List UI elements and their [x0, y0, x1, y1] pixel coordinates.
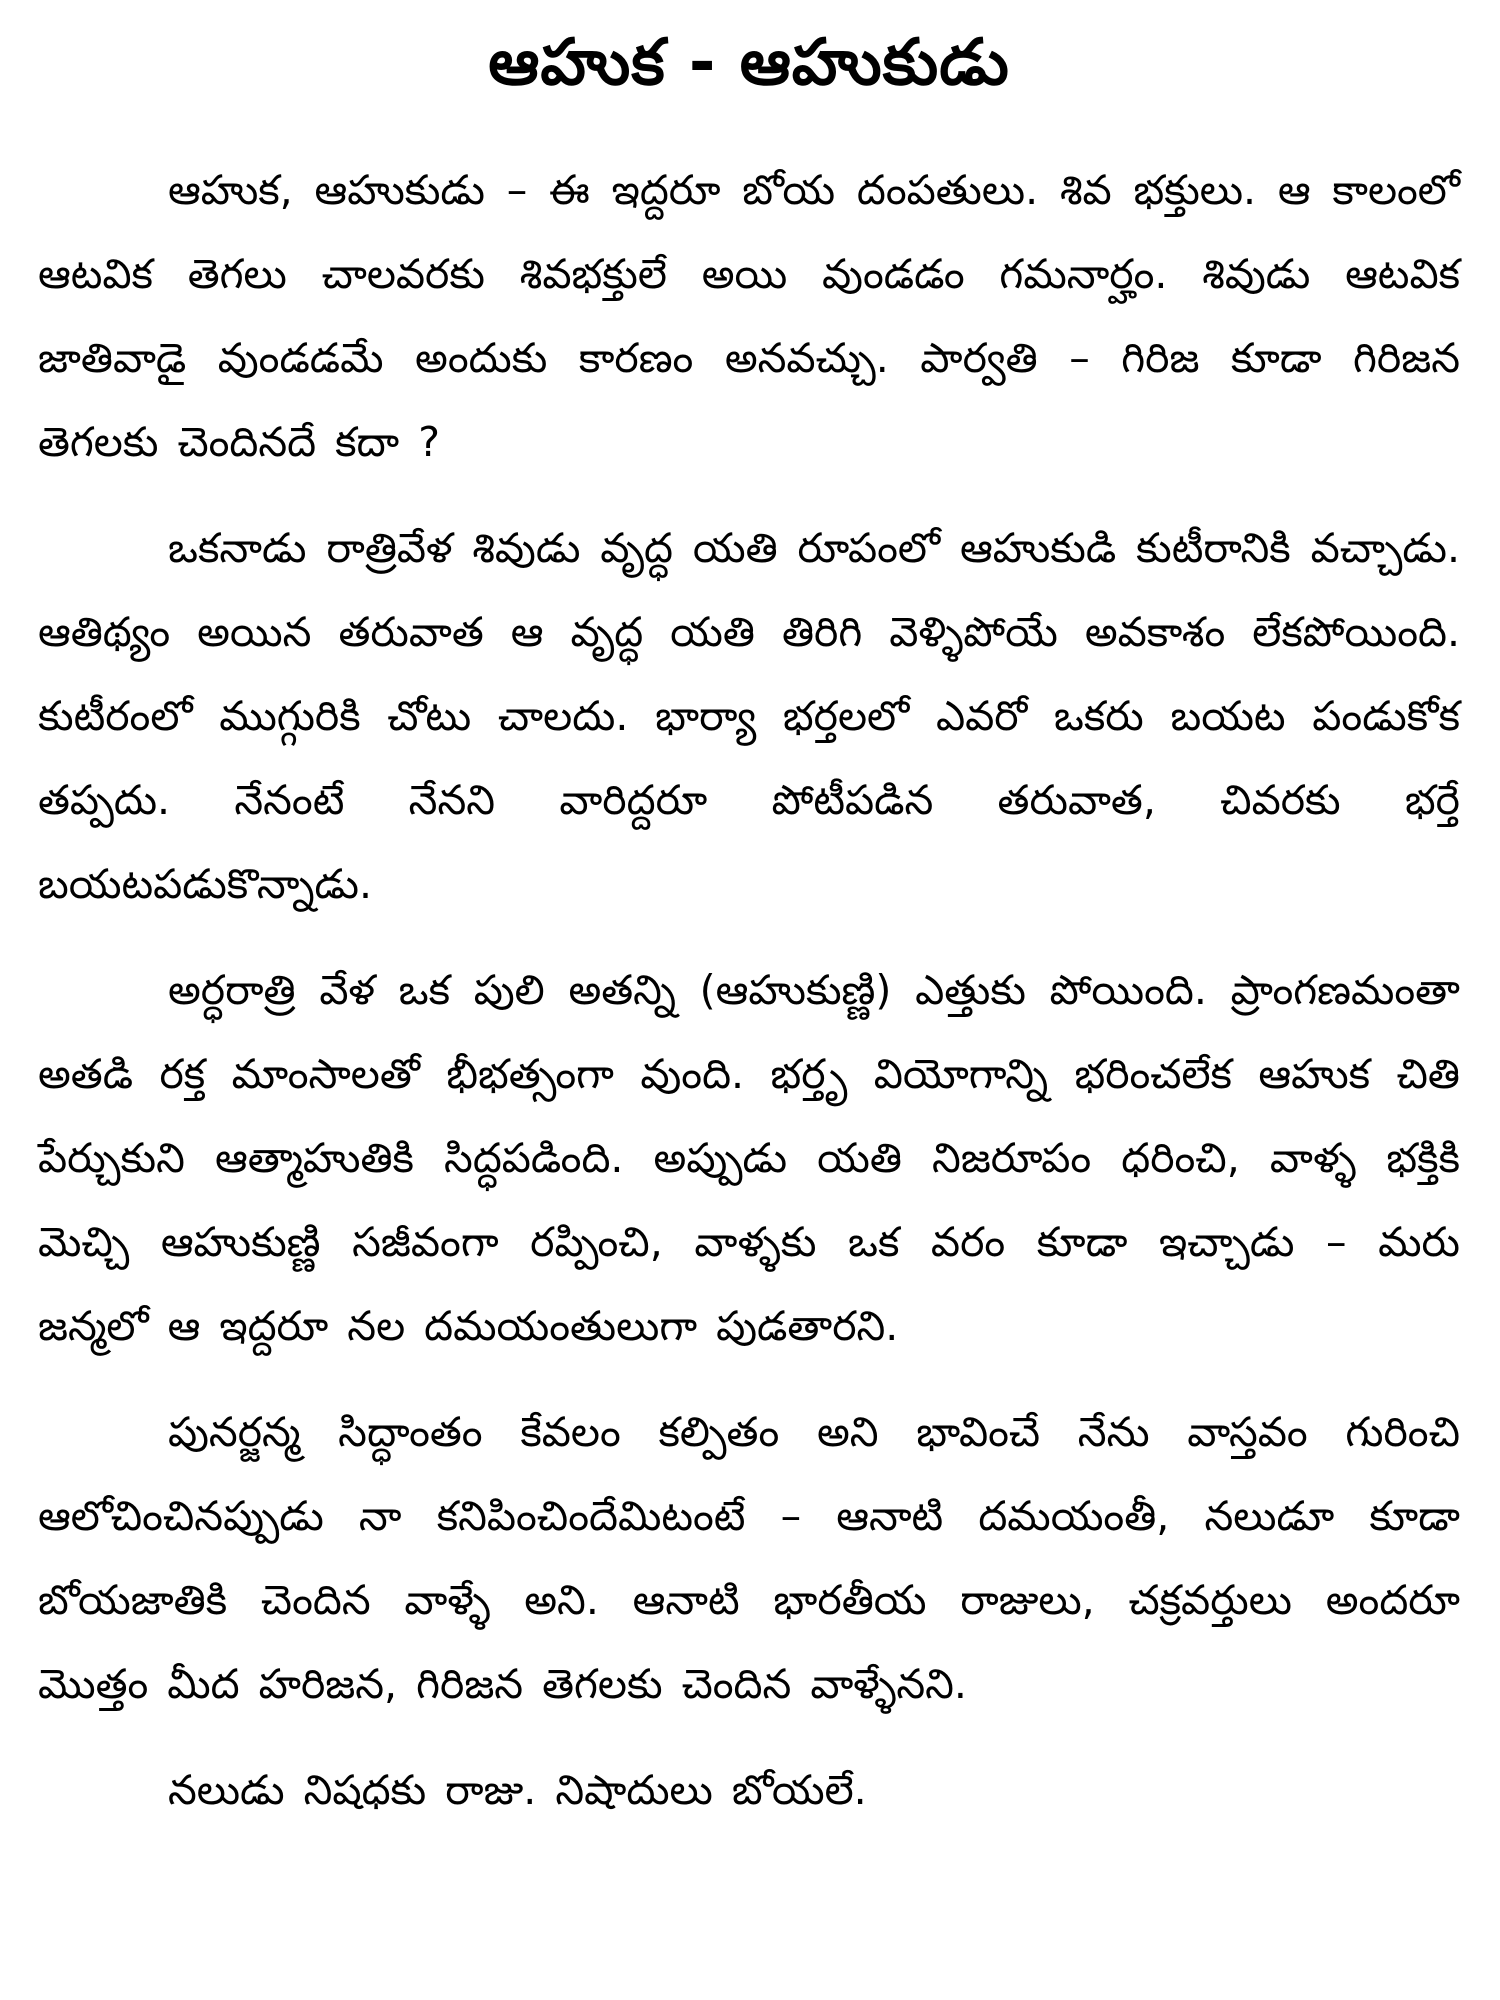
- paragraph-3: అర్ధరాత్రి వేళ ఒక పులి అతన్ని (ఆహుకుణ్ణి) ఎత్తుకు పోయింది. ప్రాంగణమంతా అతడి రక్త మాంసాలతో భీభత్సంగా వుంది. భర్తృ వియోగాన్ని భరించలేక ఆహుక చితి పేర్చుకుని ఆత్మాహుతికి సిద్ధపడింది. అప్పుడు యతి నిజరూపం ధరించి, వాళ్ళ భక్తికి మెచ్చి ఆహుకుణ్ణి సజీవంగా రప్పించి, వాళ్ళకు ఒక వరం కూడా ఇచ్చాడు – మరు జన్మలో ఆ ఇద్దరూ నల దమయంతులుగా పుడతారని.: [38, 966, 1460, 1350]
- paragraph-4: పునర్జన్మ సిద్ధాంతం కేవలం కల్పితం అని భావించే నేను వాస్తవం గురించి ఆలోచించినప్పుడు నా కనిపించిందేమిటంటే – ఆనాటి దమయంతీ, నలుడూ కూడా బోయజాతికి చెందిన వాళ్ళే అని. ఆనాటి భారతీయ రాజులు, చక్రవర్తులు అందరూ మొత్తం మీద హరిజన, గిరిజన తెగలకు చెందిన వాళ్ళేనని.: [38, 1408, 1460, 1708]
- paragraph-2: ఒకనాడు రాత్రివేళ శివుడు వృద్ధ యతి రూపంలో ఆహుకుడి కుటీరానికి వచ్చాడు. ఆతిథ్యం అయిన తరువాత ఆ వృద్ధ యతి తిరిగి వెళ్ళిపోయే అవకాశం లేకపోయింది. కుటీరంలో ముగ్గురికి చోటు చాలదు. భార్యా భర్తలలో ఎవరో ఒకరు బయట పండుకోక తప్పదు. నేనంటే నేనని వారిద్దరూ పోటీపడిన తరువాత, చివరకు భర్తే బయటపడుకొన్నాడు.: [38, 524, 1460, 908]
- paragraph-5: నలుడు నిషధకు రాజు. నిషాదులు బోయలే.: [168, 1766, 867, 1814]
- paragraph-1: ఆహుక, ఆహుకుడు – ఈ ఇద్దరూ బోయ దంపతులు. శివ భక్తులు. ఆ కాలంలో ఆటవిక తెగలు చాలవరకు శివభక్తులే అయి వుండడం గమనార్హం. శివుడు ఆటవిక జాతివాడై వుండడమే అందుకు కారణం అనవచ్చు. పార్వతి – గిరిజ కూడా గిరిజన తెగలకు చెందినదే కదా ?: [38, 166, 1460, 466]
- document-title: ఆహుక - ఆహుకుడు: [488, 26, 1010, 100]
